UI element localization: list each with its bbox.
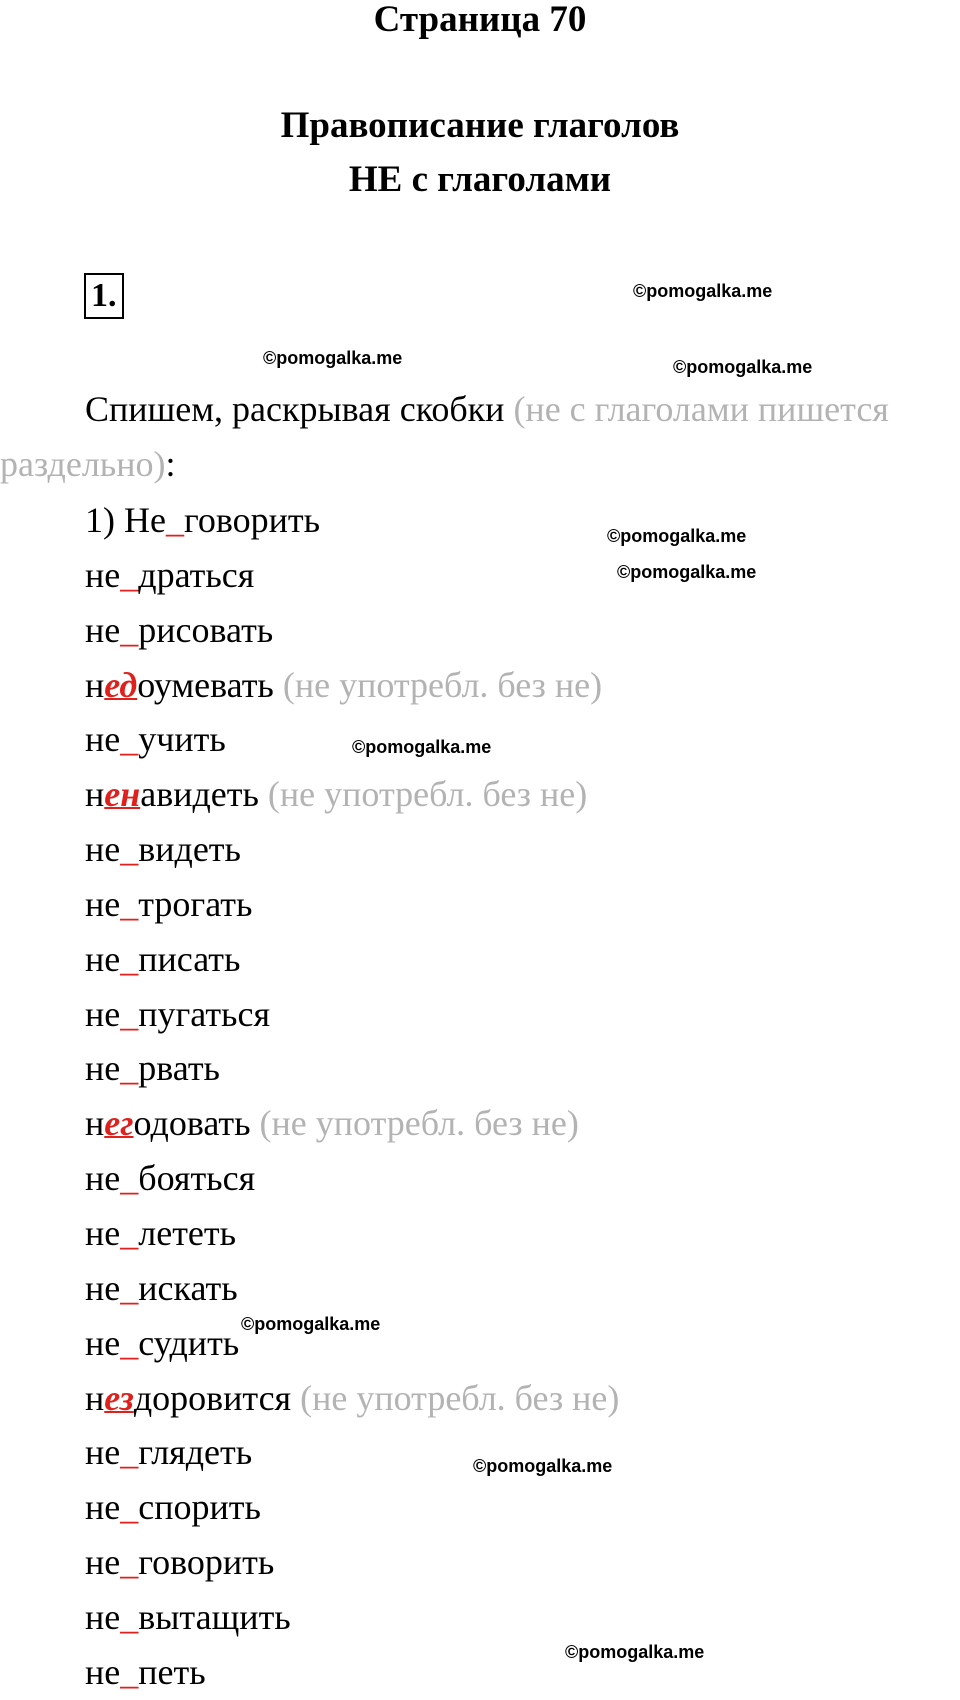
word-prefix: н [85,1377,105,1418]
word-stem: трогать [138,883,253,924]
word-stem: видеть [138,829,241,870]
word-separator: _ [120,1322,139,1363]
word-prefix: 1) Не [85,500,166,540]
word-separator: _ [120,993,139,1034]
word-prefix: не [85,829,121,870]
word-stem: искать [138,1267,238,1308]
intro-note-line1: (не с глаголами пишется [513,389,889,429]
word-separator: _ [120,1487,139,1528]
word-item [85,1041,619,1096]
section-title-line1: Правописание глаголов [280,105,680,146]
word-stem: доровится [133,1377,301,1418]
word-separator: _ [120,1048,139,1089]
word-prefix: не [85,719,121,760]
word-prefix: не [85,1596,121,1637]
watermark: ©pomogalka.me [241,1314,381,1334]
word-note: (не употребл. без не) [300,1377,620,1418]
word-separator: _ [165,500,184,540]
word-prefix: не [85,1158,121,1199]
word-prefix: не [85,938,121,979]
word-item [85,1151,619,1206]
word-item [85,1535,619,1590]
word-prefix: не [85,1322,121,1363]
word-item [85,493,619,548]
word-item [85,877,619,932]
word-separator: _ [120,883,139,924]
word-stem: одовать [133,1103,260,1144]
word-prefix: не [85,554,121,595]
word-item [85,1206,619,1261]
word-stem: лететь [138,1212,237,1253]
watermark: ©pomogalka.me [263,348,403,368]
word-stem: драться [138,554,255,595]
word-item [85,1371,619,1426]
intro-colon: : [165,444,176,484]
word-highlight: ег [104,1103,134,1144]
word-stem: бояться [138,1158,256,1199]
word-separator: _ [120,1596,139,1637]
page-title: Страница 70 [373,0,587,40]
word-stem: авидеть [140,774,268,815]
intro-text: Спишем, раскрывая скобки [85,389,514,429]
word-note: (не употребл. без не) [267,774,588,815]
word-stem: пугаться [138,993,271,1034]
word-prefix: не [85,1487,121,1528]
word-prefix: не [85,993,121,1034]
word-prefix: не [85,609,121,650]
word-highlight: ен [104,774,141,815]
word-prefix: н [85,1103,105,1144]
word-item [85,1096,619,1151]
watermark: ©pomogalka.me [352,737,492,757]
word-separator: _ [120,1432,139,1473]
word-prefix: не [85,1542,121,1583]
word-separator: _ [120,1212,139,1253]
word-stem: спорить [138,1487,261,1528]
word-item [85,932,619,987]
word-item [85,767,619,822]
word-stem: судить [138,1322,240,1363]
word-separator: _ [120,938,139,979]
watermark: ©pomogalka.me [473,1456,613,1476]
intro-note-line2: раздельно) [0,444,166,484]
word-item [85,1645,619,1700]
word-stem: оумевать [137,664,283,705]
word-separator: _ [120,1158,139,1199]
word-note: (не употребл. без не) [282,664,603,705]
word-stem: говорить [138,1542,275,1583]
word-list [85,493,619,1700]
word-separator: _ [120,829,139,870]
word-item [85,822,619,877]
intro-paragraph [0,382,958,492]
word-stem: рисовать [138,609,274,650]
word-item [85,658,619,713]
word-stem: вытащить [138,1596,291,1637]
word-prefix: не [85,1212,121,1253]
word-highlight: ез [104,1377,134,1418]
word-stem: рвать [138,1048,220,1089]
word-prefix: не [85,1432,121,1473]
task-number-box: 1. [84,273,124,319]
word-prefix: не [85,1267,121,1308]
word-item [85,1480,619,1535]
word-item [85,987,619,1042]
word-highlight: ед [104,664,138,705]
word-separator: _ [120,1542,139,1583]
word-stem: петь [138,1651,206,1692]
word-item [85,1425,619,1480]
word-item [85,548,619,603]
watermark: ©pomogalka.me [617,562,757,582]
word-note: (не употребл. без не) [259,1103,579,1144]
word-item [85,1590,619,1645]
watermark: ©pomogalka.me [607,526,747,546]
word-stem: глядеть [138,1432,253,1473]
word-item [85,1316,619,1371]
watermark: ©pomogalka.me [565,1642,705,1662]
word-prefix: не [85,1048,121,1089]
word-item [85,1261,619,1316]
word-item [85,712,619,767]
word-separator: _ [120,1267,139,1308]
watermark: ©pomogalka.me [633,281,773,301]
word-stem: писать [138,938,241,979]
word-separator: _ [120,554,139,595]
word-prefix: не [85,883,121,924]
word-stem: говорить [183,500,321,540]
word-prefix: не [85,1651,121,1692]
section-title-line2: НЕ с глаголами [348,159,612,200]
word-item [85,603,619,658]
word-prefix: н [85,774,105,815]
word-prefix: н [85,664,105,705]
word-separator: _ [120,1651,139,1692]
word-stem: учить [138,719,226,760]
watermark: ©pomogalka.me [673,357,813,377]
word-separator: _ [120,719,139,760]
word-separator: _ [120,609,139,650]
